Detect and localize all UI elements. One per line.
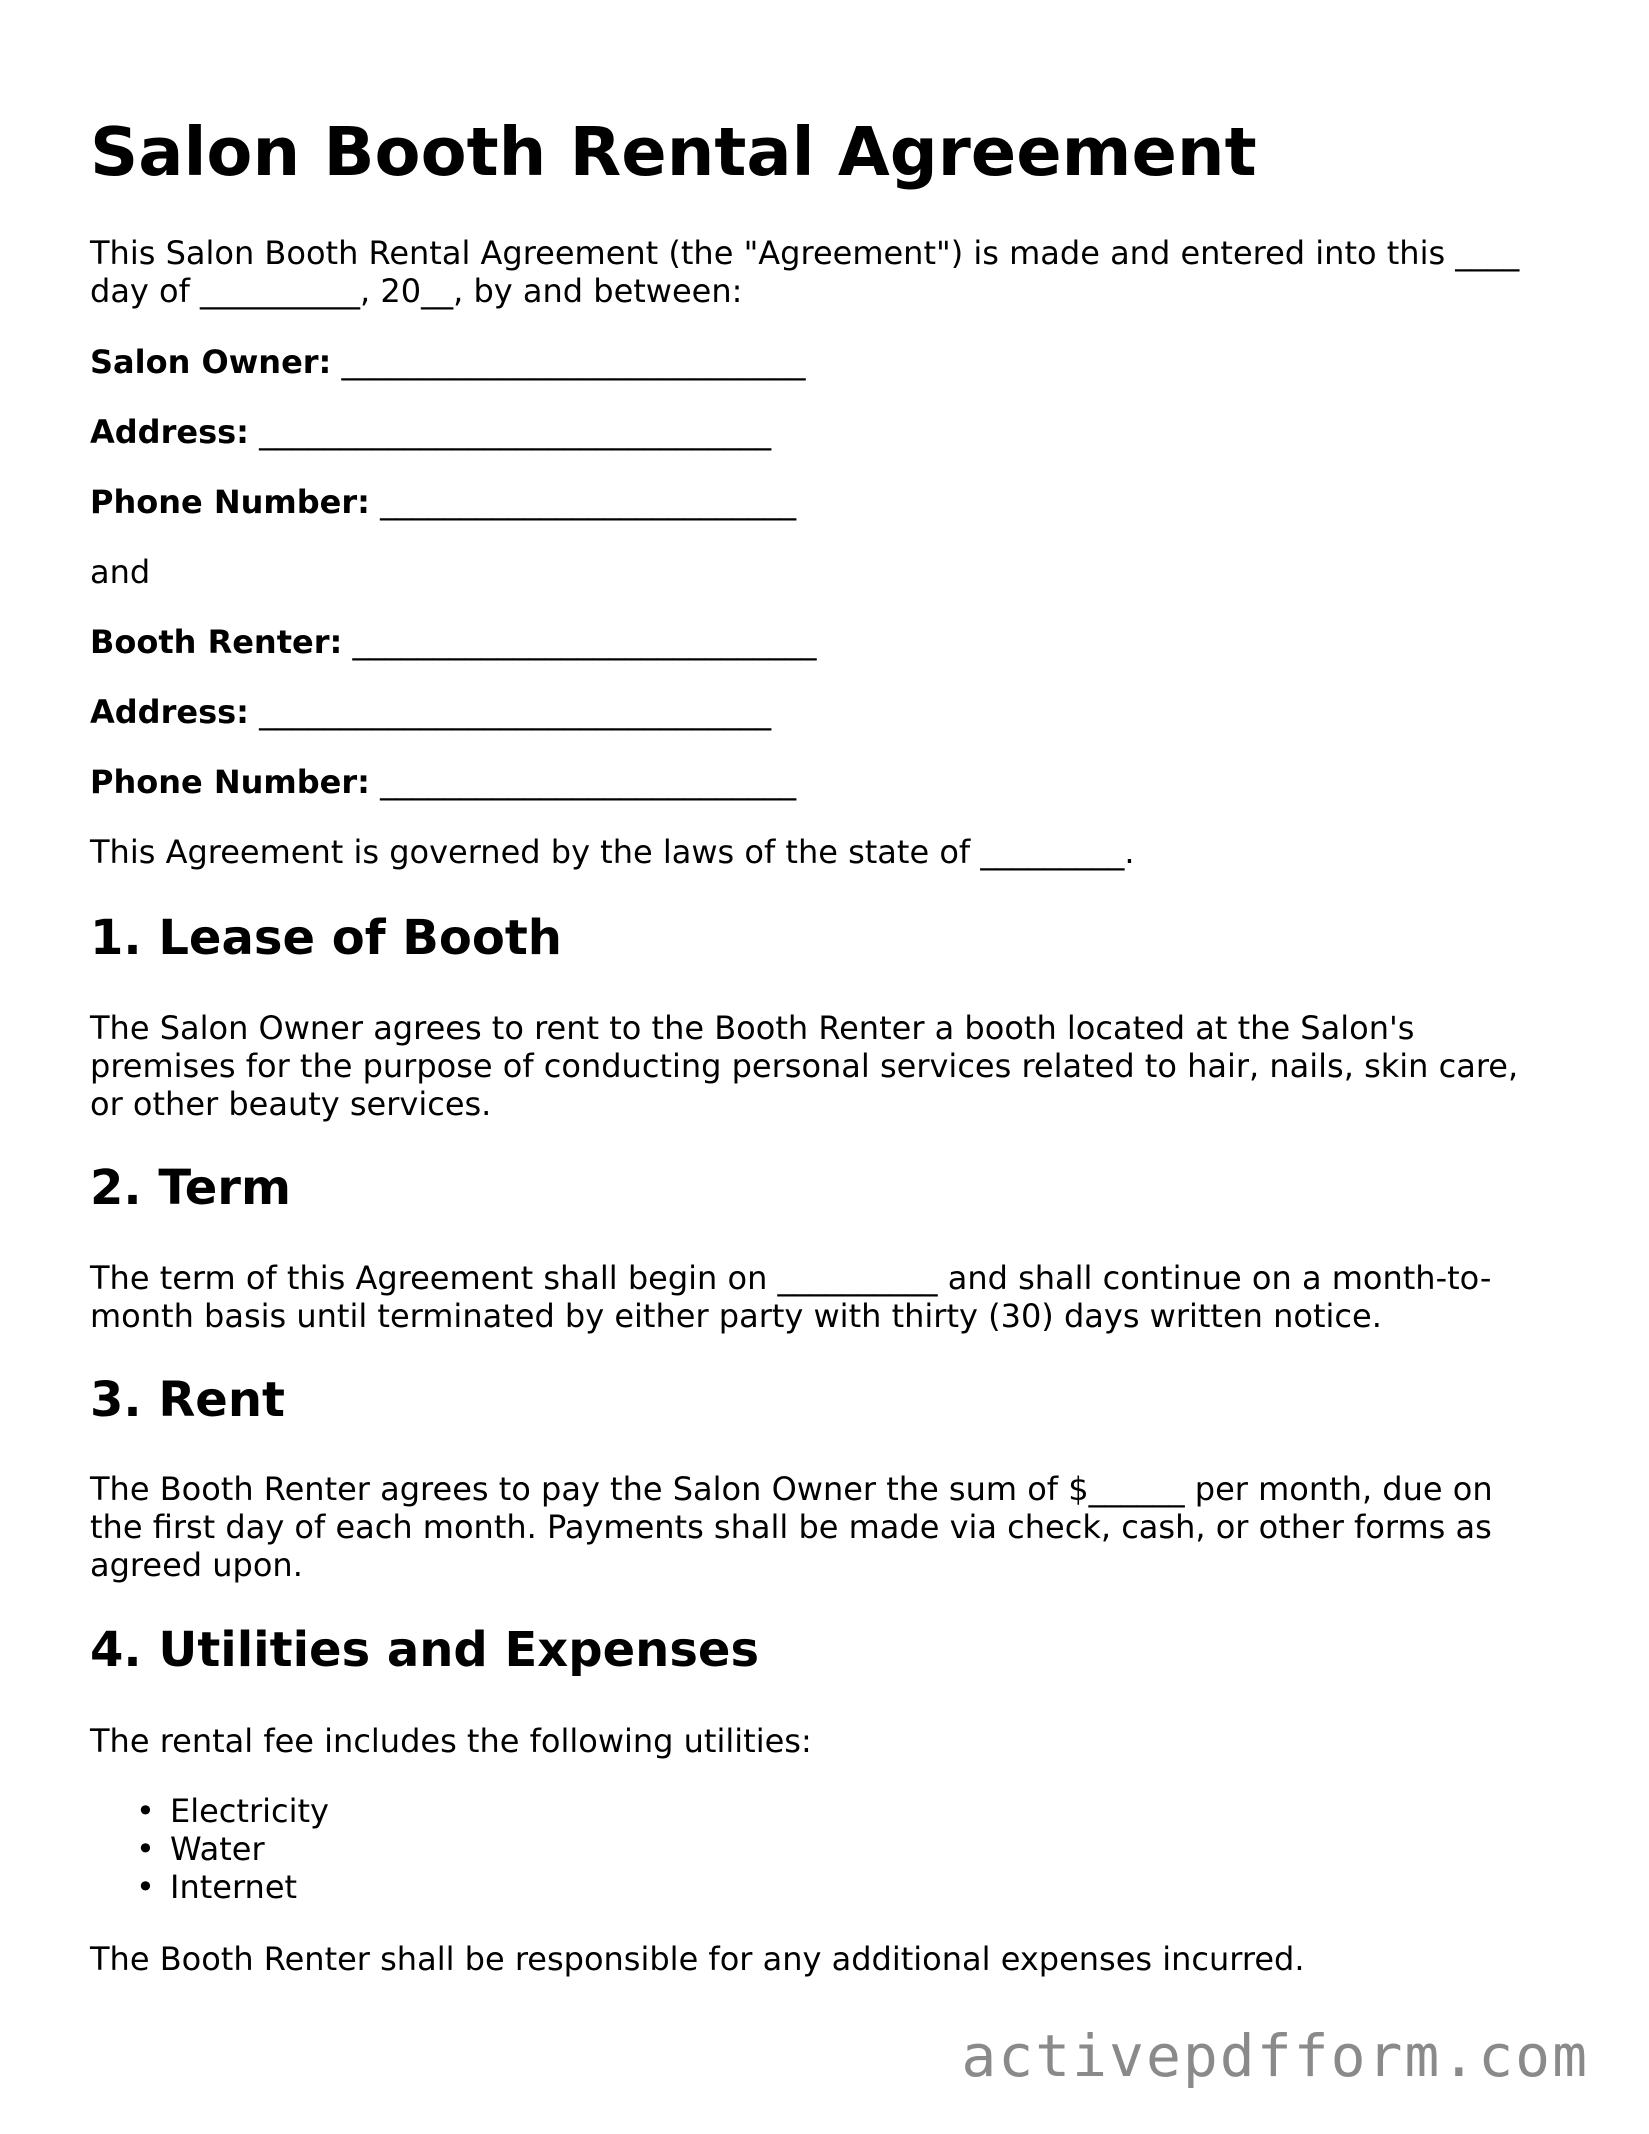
owner-address-blank: ________________________________ xyxy=(259,413,772,451)
owner-address-label: Address: xyxy=(90,413,249,451)
lease-paragraph xyxy=(90,1009,1560,1123)
list-item: • Electricity xyxy=(170,1792,329,1830)
salon-owner-label: Salon Owner: xyxy=(90,343,332,381)
lease-line-1: The Salon Owner agrees to rent to the Booth Renter a booth located at the Salon's xyxy=(90,1009,1415,1047)
document-title: Salon Booth Rental Agreement xyxy=(90,113,1257,191)
renter-address-field xyxy=(90,693,771,731)
rent-paragraph xyxy=(90,1470,1560,1584)
term-paragraph xyxy=(90,1259,1560,1335)
and-text: and xyxy=(90,553,151,591)
renter-phone-label: Phone Number: xyxy=(90,763,370,801)
salon-owner-field xyxy=(90,343,806,381)
owner-phone-field xyxy=(90,483,796,521)
booth-renter-blank: _____________________________ xyxy=(352,623,817,661)
term-line-1: The term of this Agreement shall begin on __________ and shall continue on a month-to- xyxy=(90,1259,1492,1297)
renter-phone-field xyxy=(90,763,796,801)
salon-owner-blank: _____________________________ xyxy=(341,343,806,381)
owner-phone-blank: __________________________ xyxy=(380,483,797,521)
watermark: activepdfform.com xyxy=(961,2022,1589,2090)
list-item: • Internet xyxy=(170,1868,329,1906)
renter-address-blank: ________________________________ xyxy=(259,693,772,731)
owner-phone-label: Phone Number: xyxy=(90,483,370,521)
governing-law-text: This Agreement is governed by the laws of the state of _________. xyxy=(90,833,1135,871)
intro-line-1: This Salon Booth Rental Agreement (the "Agreement") is made and entered into this ____ xyxy=(90,234,1520,272)
utilities-closing: The Booth Renter shall be responsible for any additional expenses incurred. xyxy=(90,1940,1305,1978)
rent-line-3: agreed upon. xyxy=(90,1546,303,1584)
utilities-list xyxy=(90,1792,329,1906)
intro-paragraph xyxy=(90,234,1560,310)
intro-line-2: day of __________, 20__, by and between: xyxy=(90,272,743,310)
lease-line-3: or other beauty services. xyxy=(90,1085,492,1123)
term-line-2: month basis until terminated by either party with thirty (30) days written notice. xyxy=(90,1297,1382,1335)
section-heading-utilities: 4. Utilities and Expenses xyxy=(90,1622,760,1678)
lease-line-2: premises for the purpose of conducting personal services related to hair, nails, skin care, xyxy=(90,1047,1519,1085)
section-heading-term: 2. Term xyxy=(90,1160,291,1216)
section-heading-rent: 3. Rent xyxy=(90,1372,285,1428)
rent-line-1: The Booth Renter agrees to pay the Salon Owner the sum of $______ per month, due on xyxy=(90,1470,1493,1508)
list-item: • Water xyxy=(170,1830,329,1868)
owner-address-field xyxy=(90,413,771,451)
renter-phone-blank: __________________________ xyxy=(380,763,797,801)
booth-renter-field xyxy=(90,623,816,661)
renter-address-label: Address: xyxy=(90,693,249,731)
section-heading-lease: 1. Lease of Booth xyxy=(90,910,562,966)
utilities-intro: The rental fee includes the following utilities: xyxy=(90,1722,812,1760)
rent-line-2: the first day of each month. Payments shall be made via check, cash, or other forms as xyxy=(90,1508,1492,1546)
booth-renter-label: Booth Renter: xyxy=(90,623,343,661)
